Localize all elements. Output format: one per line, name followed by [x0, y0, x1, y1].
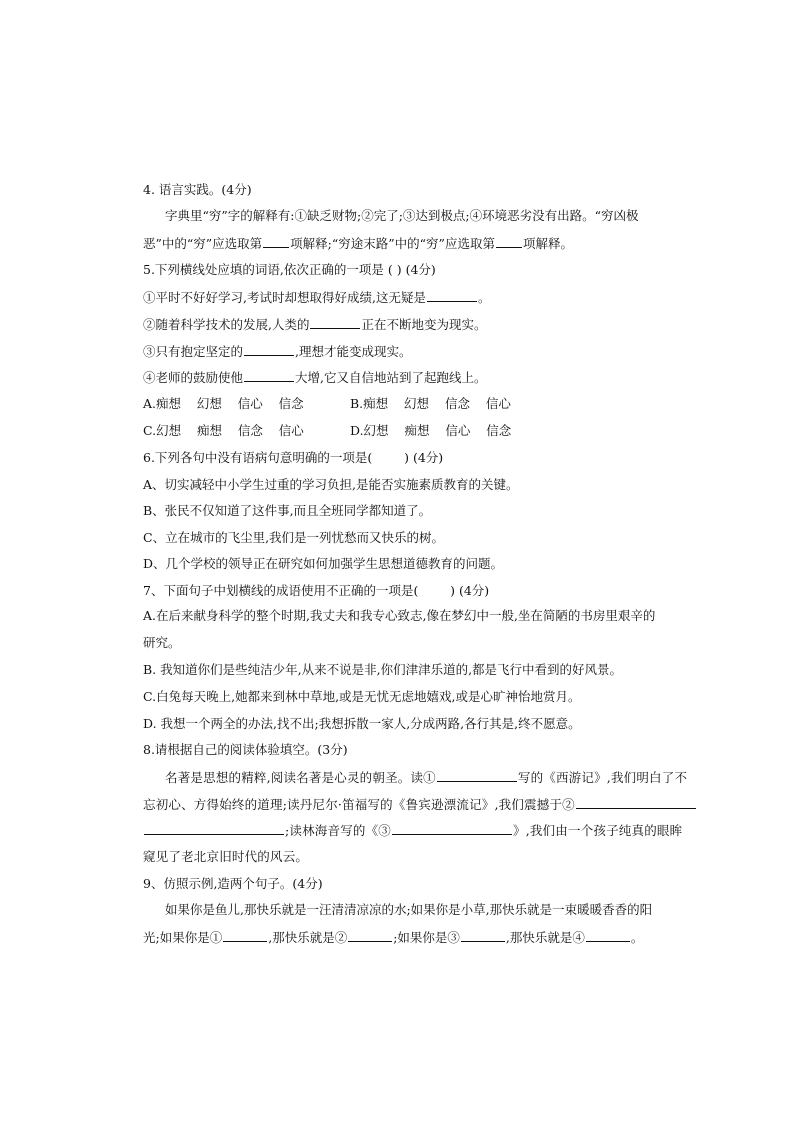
- q8-l3-text: ;读林海音写的《③: [285, 823, 392, 838]
- q4-blank-1[interactable]: [263, 235, 289, 248]
- q5-s2-end: 正在不断地变为现实。: [361, 317, 487, 332]
- q9-blank-1[interactable]: [223, 929, 267, 942]
- q8-l1-text: 名著是思想的精粹,阅读名著是心灵的朝圣。读①: [165, 770, 436, 785]
- q4-text-a: 恶”中的“穷”应选取第: [143, 236, 263, 251]
- q9-line-2: [143, 929, 643, 946]
- q6-option-c: C、立在城市的飞尘里,我们是一列忧愁而又快乐的树。: [143, 530, 445, 545]
- q5-sentence-1: [143, 289, 490, 306]
- q9-l2-text-b: ,那快乐就是②: [268, 930, 348, 945]
- q4-title: 4. 语言实践。(4分): [143, 182, 252, 197]
- q8-title: 8.请根据自己的阅读体验填空。(3分): [143, 742, 348, 757]
- q4-line-1: 字典里“穷”字的解释有:①缺乏财物;②完了;③达到极点;④环境恶劣没有出路。“穷凶极: [165, 208, 639, 223]
- q7-option-c: C.白兔每天晚上,她都来到林中草地,或是无忧无虑地嬉戏,或是心旷神怡地赏月。: [143, 689, 581, 704]
- q7-option-b: B. 我知道你们是些纯洁少年,从来不说是非,你们津津乐道的,都是飞行中看到的好风景。: [143, 662, 623, 677]
- q5-sentence-3: [143, 343, 412, 360]
- q9-title: 9、仿照示例,造两个句子。(4分): [143, 876, 323, 891]
- q9-l2-text-d: ,那快乐就是④: [505, 930, 585, 945]
- q8-blank-1[interactable]: [437, 769, 517, 782]
- q5-option-d: D.幻想 痴想 信心 信念: [350, 423, 512, 438]
- q7-title: 7、下面句子中划横线的成语使用不正确的一项是( ) (4分): [143, 583, 490, 598]
- q6-option-d: D、几个学校的领导正在研究如何加强学生思想道德教育的问题。: [143, 556, 504, 571]
- q5-option-c: C.幻想 痴想 信念 信心: [143, 423, 304, 438]
- q4-line-2: [143, 235, 573, 252]
- q5-s3-blank[interactable]: [244, 343, 294, 356]
- q8-line-4: 窥见了老北京旧时代的风云。: [143, 849, 309, 864]
- q9-blank-2[interactable]: [348, 929, 392, 942]
- q8-blank-2b[interactable]: [144, 822, 284, 835]
- q9-l2-text-c: ;如果你是③: [393, 930, 460, 945]
- q8-line-2: [143, 796, 697, 813]
- q5-s1-text: ①平时不好好学习,考试时却想取得好成绩,这无疑是: [143, 290, 426, 305]
- q5-title: 5.下列横线处应填的词语,依次正确的一项是 ( ) (4分): [143, 262, 436, 277]
- q5-s4-end: 大增,它又自信地站到了起跑线上。: [295, 370, 487, 385]
- q6-option-b: B、张民不仅知道了这件事,而且全班同学都知道了。: [143, 503, 432, 518]
- q5-s4-blank[interactable]: [244, 369, 294, 382]
- q8-line-1: [165, 769, 687, 786]
- q5-sentence-2: [143, 316, 487, 333]
- q4-blank-2[interactable]: [496, 235, 522, 248]
- q9-blank-4[interactable]: [586, 929, 630, 942]
- q5-s1-blank[interactable]: [427, 289, 477, 302]
- q5-s3-text: ③只有抱定坚定的: [143, 344, 244, 359]
- q5-sentence-4: [143, 369, 487, 386]
- q4-text-c: 项解释。: [522, 236, 573, 251]
- q5-option-b: B.痴想 幻想 信念 信心: [350, 396, 511, 411]
- q6-option-a: A、切实减轻中小学生过重的学习负担,是能否实施素质教育的关键。: [143, 477, 519, 492]
- q5-s1-end: 。: [477, 290, 491, 305]
- q5-s2-text: ②随着科学技术的发展,人类的: [143, 317, 310, 332]
- q8-l1-end: 写的《西游记》,我们明白了不: [517, 770, 688, 785]
- q7-option-d: D. 我想一个两全的办法,找不出;我想拆散一家人,分成两路,各行其是,终不愿意。: [143, 716, 581, 731]
- q9-line-1: 如果你是鱼儿,那快乐就是一汪清清凉凉的水;如果你是小草,那快乐就是一束暖暖香香的阳: [165, 902, 653, 917]
- q6-title: 6.下列各句中没有语病句意明确的一项是( ) (4分): [143, 450, 444, 465]
- q8-blank-3[interactable]: [392, 822, 512, 835]
- q9-blank-3[interactable]: [461, 929, 505, 942]
- q5-s4-text: ④老师的鼓励使他: [143, 370, 244, 385]
- q9-l2-text-a: 光;如果你是①: [143, 930, 223, 945]
- q7-option-a-line-1: A.在后来献身科学的整个时期,我丈夫和我专心致志,像在梦幻中一般,坐在简陋的书房里艰辛的: [143, 608, 656, 623]
- q4-text-b: 项解释;“穷途末路”中的“穷”应选取第: [290, 236, 495, 251]
- q8-blank-2a[interactable]: [576, 796, 696, 809]
- q7-option-a-line-2: 研究。: [143, 635, 181, 650]
- q5-s3-end: ,理想才能变成现实。: [295, 344, 412, 359]
- q8-l2-text: 忘初心、方得始终的道理;读丹尼尔·笛福写的《鲁宾逊漂流记》,我们震撼于②: [143, 797, 575, 812]
- q5-option-a: A.痴想 幻想 信心 信念: [143, 396, 304, 411]
- q9-l2-end: 。: [630, 930, 644, 945]
- q8-line-3: [143, 822, 682, 839]
- q5-s2-blank[interactable]: [310, 316, 360, 329]
- q8-l3-end: 》,我们由一个孩子纯真的眼眸: [513, 823, 683, 838]
